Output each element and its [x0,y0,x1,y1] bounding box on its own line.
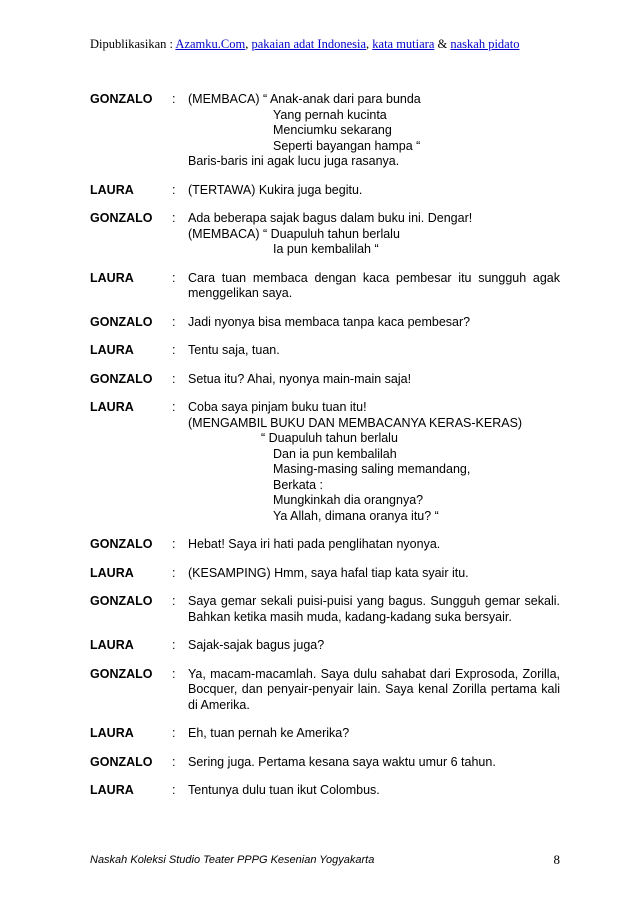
speaker-name: LAURA [90,343,134,357]
poem-line: Menciumku sekarang [273,123,392,137]
published-label: Dipublikasikan : [90,37,176,51]
page-number: 8 [553,852,560,867]
dialogue-entry [90,537,560,553]
colon: : [172,270,176,285]
speaker-name: GONZALO [90,371,153,386]
speaker-name: LAURA [90,726,134,740]
dialogue-entry [90,343,560,359]
colon: : [172,400,176,414]
dialogue-entry [90,372,560,388]
speaker-name: LAURA [90,638,134,652]
poem-line: “ Duapuluh tahun berlalu [261,431,398,445]
dialogue-text: Setua itu? Ahai, nyonya main-main saja! [188,371,412,386]
dialogue-entry [90,667,560,714]
page-header [90,36,560,52]
poem-line: Masing-masing saling memandang, [273,462,471,476]
dialogue-entry [90,783,560,799]
dialogue-text: Hebat! Saya iri hati pada penglihatan nyonya. [188,537,441,551]
footer-source: Naskah Koleksi Studio Teater PPPG Kesenian Yogyakarta [90,854,375,866]
poem-line: Yang pernah kucinta [273,107,387,122]
header-separator: , [245,37,252,51]
dialogue-text [188,400,560,524]
page-footer [90,853,560,867]
colon: : [172,314,176,329]
dialogue-text: (KESAMPING) Hmm, saya hafal tiap kata syair itu. [188,565,469,580]
link-kata-mutiara[interactable]: kata mutiara [372,37,435,51]
dialogue-text: Eh, tuan pernah ke Amerika? [188,726,350,740]
dialogue-line: (MEMBACA) “ Anak-anak dari para bunda [188,92,421,106]
dialogue-text: Saya gemar sekali puisi-puisi yang bagus. Sungguh gemar sekali. Bahkan ketika masih muda, kadang-kadang suka bersyair. [188,594,560,624]
dialogue-text: (TERTAWA) Kukira juga begitu. [188,182,363,197]
dialogue-entry [90,183,560,199]
dialogue-entry [90,211,560,258]
colon: : [172,182,176,197]
link-naskah-pidato[interactable]: naskah pidato [450,37,520,51]
colon: : [172,638,176,652]
dialogue-line: Ada beberapa sajak bagus dalam buku ini. Dengar! [188,211,473,225]
dialogue-line: Coba saya pinjam buku tuan itu! [188,400,367,414]
poem-line: Seperti bayangan hampa “ [273,138,421,153]
dialogue-text: Tentu saja, tuan. [188,343,280,357]
header-separator: , [366,37,373,51]
poem-line: Mungkinkah dia orangnya? [273,493,424,507]
dialogue-text [188,211,560,258]
poem-line: Berkata : [273,477,324,492]
dialogue-text: Jadi nyonya bisa membaca tanpa kaca pembesar? [188,314,471,329]
colon: : [172,783,176,797]
dialogue-entry [90,726,560,742]
dialogue-text [188,92,560,170]
poem-line: Ya Allah, dimana oranya itu? “ [273,508,439,523]
speaker-name: GONZALO [90,211,153,225]
dialogue-entry [90,315,560,331]
speaker-name: GONZALO [90,537,153,551]
colon: : [172,211,176,225]
dialogue-text: Cara tuan membaca dengan kaca pembesar itu sungguh agak menggelikan saya. [188,270,560,300]
link-pakaian-adat[interactable]: pakaian adat Indonesia [251,37,367,51]
speaker-name: GONZALO [90,92,153,106]
dialogue-entry [90,594,560,625]
script-body [90,92,560,812]
dialogue-line: (MEMBACA) “ Duapuluh tahun berlalu [188,226,400,241]
poem-line: Ia pun kembalilah “ [273,242,379,256]
speaker-name: LAURA [90,182,134,197]
speaker-name: LAURA [90,270,134,285]
dialogue-line: Baris-baris ini agak lucu juga rasanya. [188,154,400,168]
dialogue-text: Sering juga. Pertama kesana saya waktu umur 6 tahun. [188,754,496,769]
colon: : [172,565,176,580]
speaker-name: GONZALO [90,754,153,769]
dialogue-text: Sajak-sajak bagus juga? [188,638,325,652]
dialogue-entry [90,271,560,302]
colon: : [172,754,176,769]
colon: : [172,726,176,740]
colon: : [172,537,176,551]
colon: : [172,371,176,386]
colon: : [172,666,176,681]
dialogue-line: (MENGAMBIL BUKU DAN MEMBACANYA KERAS-KERAS) [188,415,523,430]
dialogue-text: Ya, macam-macamlah. Saya dulu sahabat dari Exprosoda, Zorilla, Bocquer, dan penyair-penyair lain. Saya kenal Zorilla pertama kali di Amerika. [188,666,560,712]
header-separator: & [434,37,451,51]
dialogue-entry [90,566,560,582]
speaker-name: LAURA [90,783,134,797]
dialogue-entry [90,92,560,170]
speaker-name: GONZALO [90,594,153,608]
dialogue-text: Tentunya dulu tuan ikut Colombus. [188,783,380,797]
colon: : [172,343,176,357]
speaker-name: GONZALO [90,314,153,329]
dialogue-entry [90,755,560,771]
dialogue-entry [90,638,560,654]
dialogue-entry [90,400,560,524]
speaker-name: LAURA [90,565,134,580]
colon: : [172,92,176,106]
speaker-name: LAURA [90,400,134,414]
link-azamku[interactable]: Azamku.Com [175,37,246,51]
speaker-name: GONZALO [90,666,153,681]
poem-line: Dan ia pun kembalilah [273,446,397,461]
colon: : [172,594,176,608]
